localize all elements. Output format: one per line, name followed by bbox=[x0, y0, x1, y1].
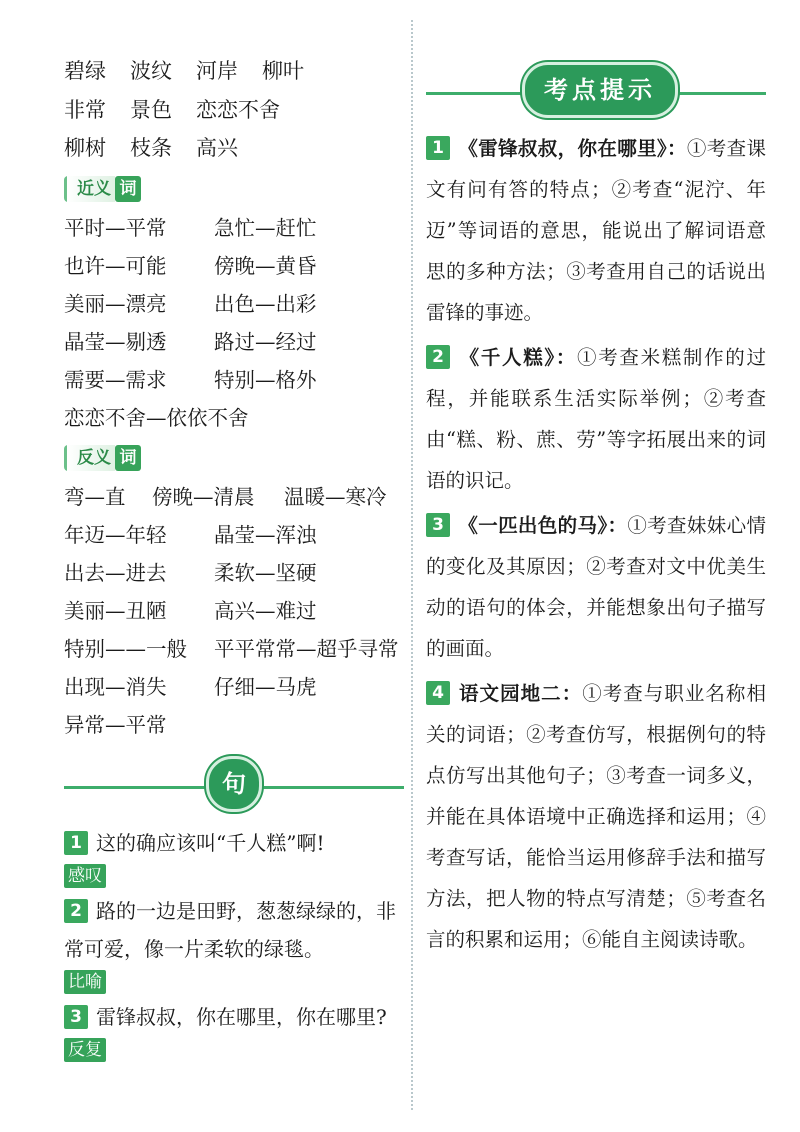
synonym-row: 需要—需求 特别—格外 bbox=[64, 367, 317, 392]
word: 高兴 bbox=[196, 136, 238, 160]
right-column bbox=[426, 62, 766, 964]
word: 碧绿 bbox=[64, 59, 106, 83]
left-column bbox=[64, 52, 404, 1066]
point-item: 2 《千人糕》：①考查米糕制作的过程，并能联系生活实际举例；②考查由“糕、粉、蔗、劳”等字拓展出来的词语的识记。 bbox=[426, 346, 766, 492]
word: 柳树 bbox=[64, 136, 106, 160]
synonym-label: 近义 词 bbox=[64, 176, 141, 202]
synonym-row: 晶莹—剔透 路过—经过 bbox=[64, 329, 317, 354]
word: 波纹 bbox=[130, 59, 172, 83]
antonym-label: 反义 词 bbox=[64, 445, 141, 471]
sentence-banner bbox=[64, 756, 404, 810]
points-banner-title: 考点提示 bbox=[522, 62, 678, 118]
rhetoric-tag: 反复 bbox=[64, 1038, 106, 1062]
column-divider bbox=[411, 20, 413, 1110]
word: 景色 bbox=[130, 97, 172, 122]
word: 非常 bbox=[64, 97, 106, 122]
word: 恋恋不舍 bbox=[196, 97, 280, 122]
antonym-row: 出去—进去 柔软—坚硬 bbox=[64, 560, 317, 585]
antonym-list bbox=[64, 478, 404, 744]
word-row bbox=[64, 129, 404, 168]
word: 柳叶 bbox=[262, 59, 304, 83]
synonym-row: 恋恋不舍—依依不舍 bbox=[64, 405, 249, 430]
sentence-banner-title: 句 bbox=[206, 756, 262, 812]
point-item: 4 语文园地二：①考查与职业名称相关的词语；②考查仿写，根据例句的特点仿写出其他句子；③考查一词多义，并能在具体语境中正确选择和运用；④考查写话，能恰当运用修辞手法和描写方法，把人物的特点写清楚；⑤考查名言的积累和运用；⑥能自主阅读诗歌。 bbox=[426, 682, 766, 951]
sentence-item: 1 这的确应该叫“千人糕”啊! bbox=[64, 824, 404, 862]
points-banner bbox=[426, 62, 766, 116]
synonym-row: 平时—平常 急忙—赶忙 bbox=[64, 215, 317, 240]
word-row bbox=[64, 52, 404, 91]
sentence-list bbox=[64, 824, 404, 1066]
rhetoric-tag: 比喻 bbox=[64, 970, 106, 994]
word: 枝条 bbox=[130, 136, 172, 160]
word-row bbox=[64, 91, 404, 130]
point-item: 3 《一匹出色的马》：①考查妹妹心情的变化及其原因；②考查对文中优美生动的语句的体会，并能想象出句子描写的画面。 bbox=[426, 514, 766, 660]
word-list bbox=[64, 52, 404, 168]
word: 河岸 bbox=[196, 59, 238, 83]
antonym-row: 出现—消失 仔细—马虎 bbox=[64, 674, 317, 699]
synonym-row: 也许—可能 傍晚—黄昏 bbox=[64, 253, 317, 278]
points-list bbox=[426, 128, 766, 960]
sentence-item: 2 路的一边是田野，葱葱绿绿的，非常可爱，像一片柔软的绿毯。 bbox=[64, 898, 396, 961]
rhetoric-tag: 感叹 bbox=[64, 864, 106, 888]
synonym-row: 美丽—漂亮 出色—出彩 bbox=[64, 291, 317, 316]
sentence-item: 3 雷锋叔叔，你在哪里，你在哪里? bbox=[64, 998, 404, 1036]
synonym-list bbox=[64, 209, 404, 437]
antonym-row: 特别——一般 平平常常—超乎寻常 bbox=[64, 636, 399, 661]
antonym-row: 年迈—年轻 晶莹—浑浊 bbox=[64, 522, 317, 547]
antonym-row: 美丽—丑陋 高兴—难过 bbox=[64, 598, 317, 623]
antonym-row: 异常—平常 bbox=[64, 712, 167, 737]
point-item: 1 《雷锋叔叔，你在哪里》：①考查课文有问有答的特点；②考查“泥泞、年迈”等词语的意思，能说出了解词语意思的多种方法；③考查用自己的话说出雷锋的事迹。 bbox=[426, 137, 766, 324]
antonym-row: 弯—直 傍晚—清晨 温暖—寒冷 bbox=[64, 484, 387, 509]
